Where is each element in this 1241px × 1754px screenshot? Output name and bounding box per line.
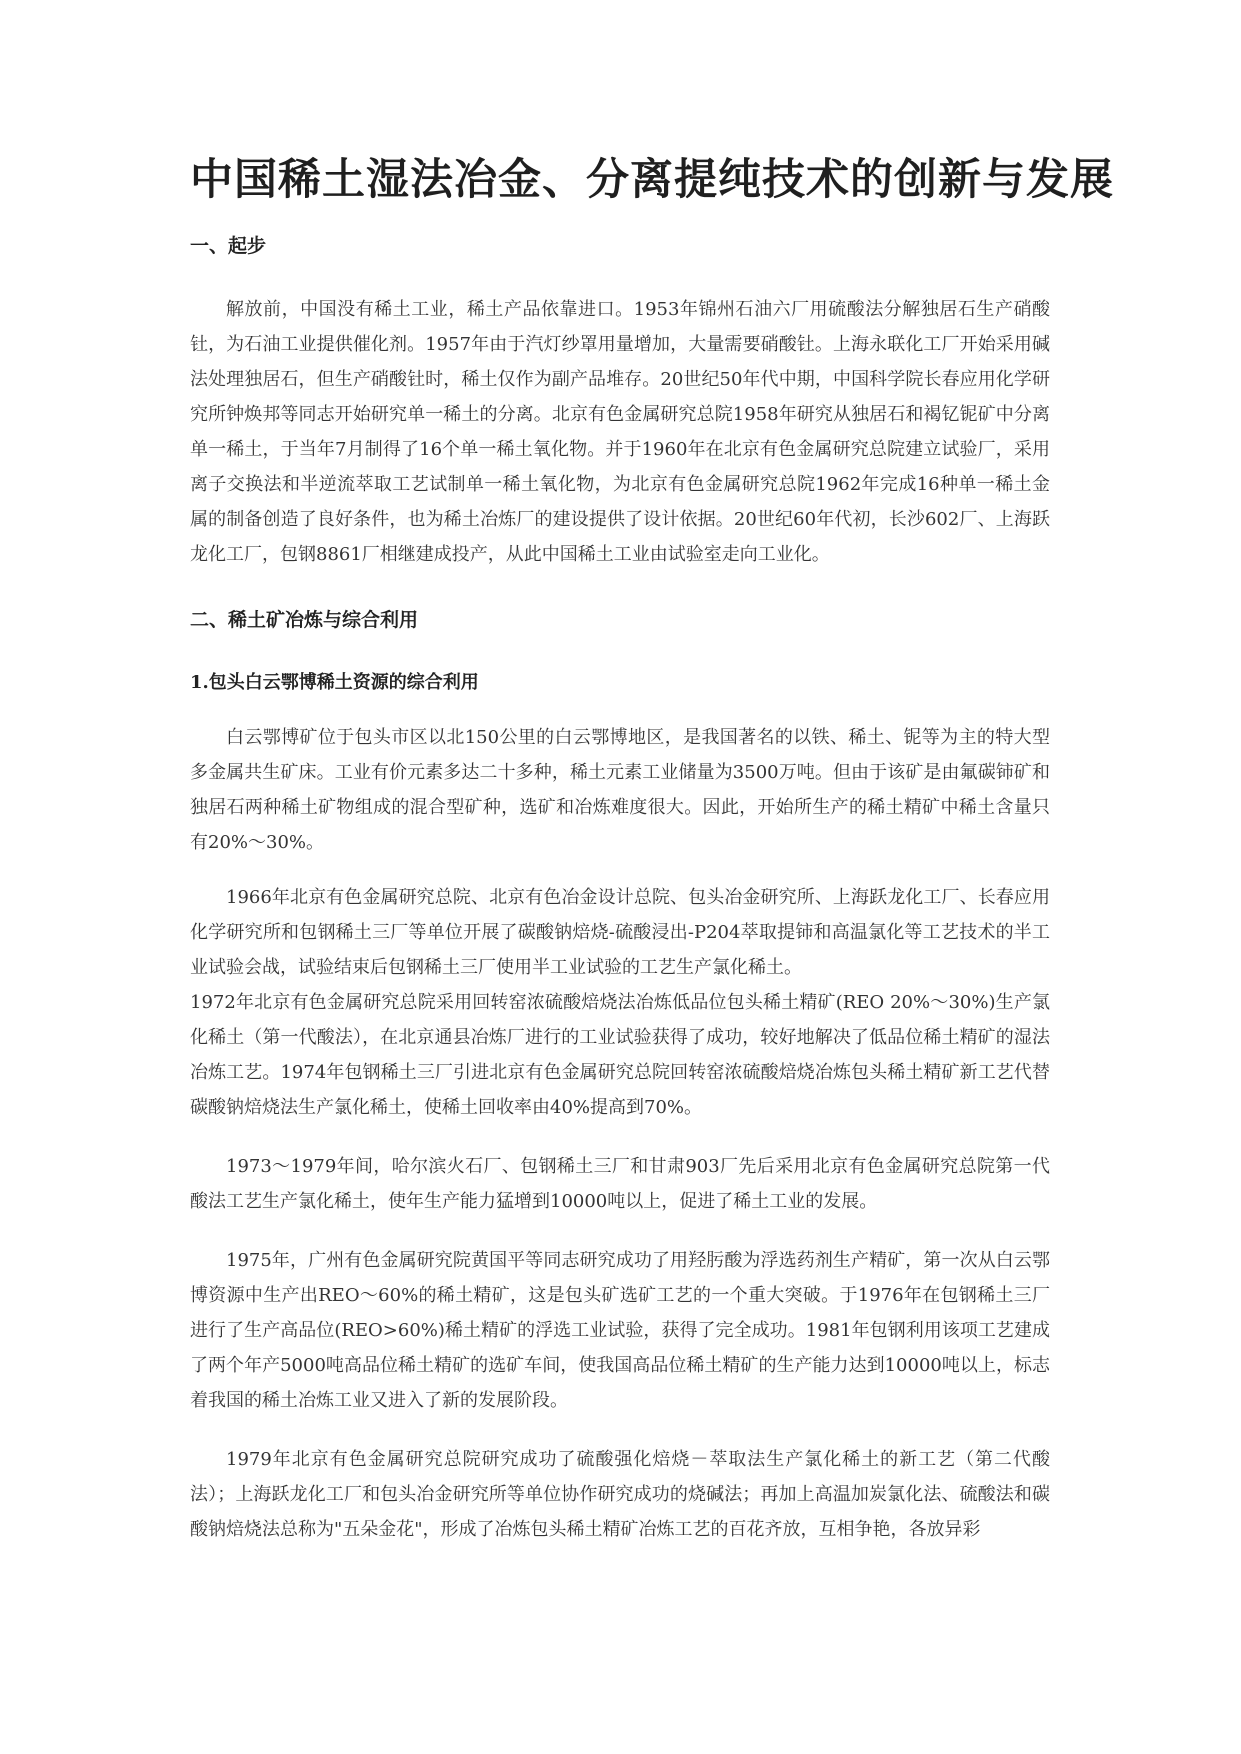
paragraph-bayan-obo: 白云鄂博矿位于包头市区以北150公里的白云鄂博地区，是我国著名的以铁、稀土、铌等为主的特大型多金属共生矿床。工业有价元素多达二十多种，稀土元素工业储量为3500万吨。但由于该矿是由氟碳铈矿和独居石两种稀土矿物组成的混合型矿种，选矿和冶炼难度很大。因此，开始所生产的稀土精矿中稀土含量只有20%～30%。 bbox=[190, 727, 1050, 853]
section-heading-smelting: 二、稀土矿冶炼与综合利用 bbox=[190, 609, 419, 631]
paragraph-1973-1979: 1973～1979年间，哈尔滨火石厂、包钢稀土三厂和甘肃903厂先后采用北京有色金属研究总院第一代酸法工艺生产氯化稀土，使年生产能力猛增到10000吨以上，促进了稀土工业的发展。 bbox=[190, 1156, 1050, 1212]
paragraph-1966: 1966年北京有色金属研究总院、北京有色冶金设计总院、包头冶金研究所、上海跃龙化工厂、长春应用化学研究所和包钢稀土三厂等单位开展了碳酸钠焙烧-硫酸浸出-P204萃取提铈和高温氯化等工艺技术的半工业试验会战，试验结束后包钢稀土三厂使用半工业试验的工艺生产氯化稀土。 bbox=[190, 887, 1050, 978]
paragraph-start: 解放前，中国没有稀土工业，稀土产品依靠进口。1953年锦州石油六厂用硫酸法分解独居石生产硝酸钍，为石油工业提供催化剂。1957年由于汽灯纱罩用量增加，大量需要硝酸钍。上海永联化工厂开始采用碱法处理独居石，但生产硝酸钍时，稀土仅作为副产品堆存。20世纪50年代中期，中国科学院长春应用化学研究所钟焕邦等同志开始研究单一稀土的分离。北京有色金属研究总院1958年研究从独居石和褐钇铌矿中分离单一稀土，于当年7月制得了16个单一稀土氧化物。并于1960年在北京有色金属研究总院建立试验厂，采用离子交换法和半逆流萃取工艺试制单一稀土氧化物，为北京有色金属研究总院1962年完成16种单一稀土金属的制备创造了良好条件，也为稀土冶炼厂的建设提供了设计依据。20世纪60年代初，长沙602厂、上海跃龙化工厂，包钢8861厂相继建成投产，从此中国稀土工业由试验室走向工业化。 bbox=[190, 299, 1050, 565]
paragraph-1975: 1975年，广州有色金属研究院黄国平等同志研究成功了用羟肟酸为浮选药剂生产精矿，第一次从白云鄂博资源中生产出REO～60%的稀土精矿，这是包头矿选矿工艺的一个重大突破。于1976年在包钢稀土三厂进行了生产高品位(REO>60%)稀土精矿的浮选工业试验，获得了完全成功。1981年包钢利用该项工艺建成了两个年产5000吨高品位稀土精矿的选矿车间，使我国高品位稀土精矿的生产能力达到10000吨以上，标志着我国的稀土冶炼工业又进入了新的发展阶段。 bbox=[190, 1250, 1050, 1411]
document-page bbox=[190, 150, 1114, 1547]
document-title: 中国稀土湿法冶金、分离提纯技术的创新与发展 bbox=[190, 155, 1114, 205]
paragraph-1972: 1972年北京有色金属研究总院采用回转窑浓硫酸焙烧法冶炼低品位包头稀土精矿(REO 20%～30%)生产氯化稀土（第一代酸法），在北京通县冶炼厂进行的工业试验获得了成功，较好地解决了低品位稀土精矿的湿法冶炼工艺。1974年包钢稀土三厂引进北京有色金属研究总院回转窑浓硫酸焙烧冶炼包头稀土精矿新工艺代替碳酸钠焙烧法生产氯化稀土，使稀土回收率由40%提高到70%。 bbox=[190, 992, 1050, 1118]
subsection-heading-baotou: 1.包头白云鄂博稀土资源的综合利用 bbox=[190, 672, 479, 693]
section-heading-start: 一、起步 bbox=[190, 235, 267, 257]
paragraph-1979: 1979年北京有色金属研究总院研究成功了硫酸强化焙烧－萃取法生产氯化稀土的新工艺（第二代酸法）；上海跃龙化工厂和包头冶金研究所等单位协作研究成功的烧碱法；再加上高温加炭氯化法、硫酸法和碳酸钠焙烧法总称为"五朵金花"，形成了冶炼包头稀土精矿冶炼工艺的百花齐放，互相争艳，各放异彩 bbox=[190, 1449, 1050, 1540]
